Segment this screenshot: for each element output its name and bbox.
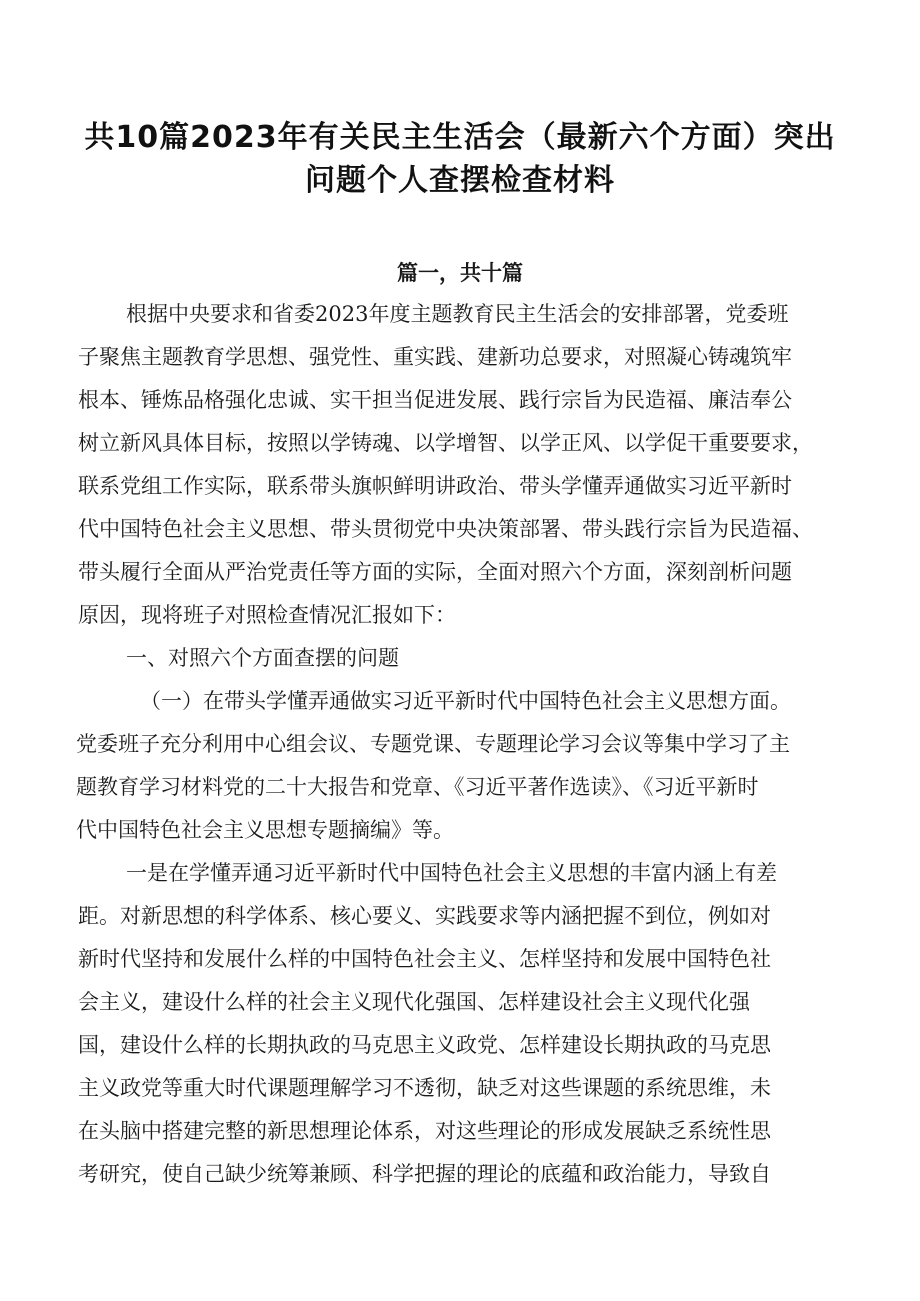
paragraph-line: 代中国特色社会主义思想、带头贯彻党中央决策部署、带头践行宗旨为民造福、 [78, 517, 813, 541]
document-title-line-1: 共10篇2023年有关民主生活会（最新六个方面）突出 [84, 120, 836, 155]
paragraph-line: 子聚焦主题教育学思想、强党性、重实践、建新功总要求，对照凝心铸魂筑牢 [78, 345, 792, 369]
paragraph-line: 联系党组工作实际，联系带头旗帜鲜明讲政治、带头学懂弄通做实习近平新时 [78, 474, 792, 498]
document-title-line-2: 问题个人查摆检查材料 [305, 163, 615, 198]
paragraph-line: 一是在学懂弄通习近平新时代中国特色社会主义思想的丰富内涵上有差 [126, 861, 777, 885]
paragraph-line: 原因，现将班子对照检查情况汇报如下： [78, 603, 456, 627]
paragraph-line: 带头履行全面从严治党责任等方面的实际，全面对照六个方面，深刻剖析问题 [78, 560, 792, 584]
paragraph-line: 根据中央要求和省委2023年度主题教育民主生活会的安排部署，党委班 [126, 302, 789, 326]
paragraph-line: 考研究，使自己缺少统筹兼顾、科学把握的理论的底蕴和政治能力，导致自 [78, 1162, 771, 1186]
paragraph-line: 会主义，建设什么样的社会主义现代化强国、怎样建设社会主义现代化强 [78, 990, 750, 1014]
paragraph-line: 根本、锤炼品格强化忠诚、实干担当促进发展、践行宗旨为民造福、廉洁奉公 [78, 388, 792, 412]
paragraph-line: 党委班子充分利用中心组会议、专题党课、专题理论学习会议等集中学习了主 [76, 732, 790, 756]
paragraph-line: 树立新风具体目标，按照以学铸魂、以学增智、以学正风、以学促干重要要求， [78, 431, 813, 455]
subheading-line: 一、对照六个方面查摆的问题 [126, 646, 399, 670]
paragraph-line: 国，建设什么样的长期执政的马克思主义政党、怎样建设长期执政的马克思 [78, 1033, 771, 1057]
paragraph-line: 距。对新思想的科学体系、核心要义、实践要求等内涵把握不到位，例如对 [78, 904, 771, 928]
section-heading: 篇一，共十篇 [397, 260, 523, 285]
paragraph-line: 在头脑中搭建完整的新思想理论体系，对这些理论的形成发展缺乏系统性思 [78, 1119, 771, 1143]
paragraph-line: 代中国特色社会主义思想专题摘编》等。 [76, 818, 454, 842]
paragraph-line: 主义政党等重大时代课题理解学习不透彻，缺乏对这些课题的系统思维，未 [78, 1076, 771, 1100]
paragraph-line: （一）在带头学懂弄通做实习近平新时代中国特色社会主义思想方面。 [140, 689, 791, 713]
paragraph-line: 新时代坚持和发展什么样的中国特色社会主义、怎样坚持和发展中国特色社 [78, 947, 771, 971]
paragraph-line: 题教育学习材料党的二十大报告和党章、《习近平著作选读》、《习近平新时 [76, 775, 759, 799]
